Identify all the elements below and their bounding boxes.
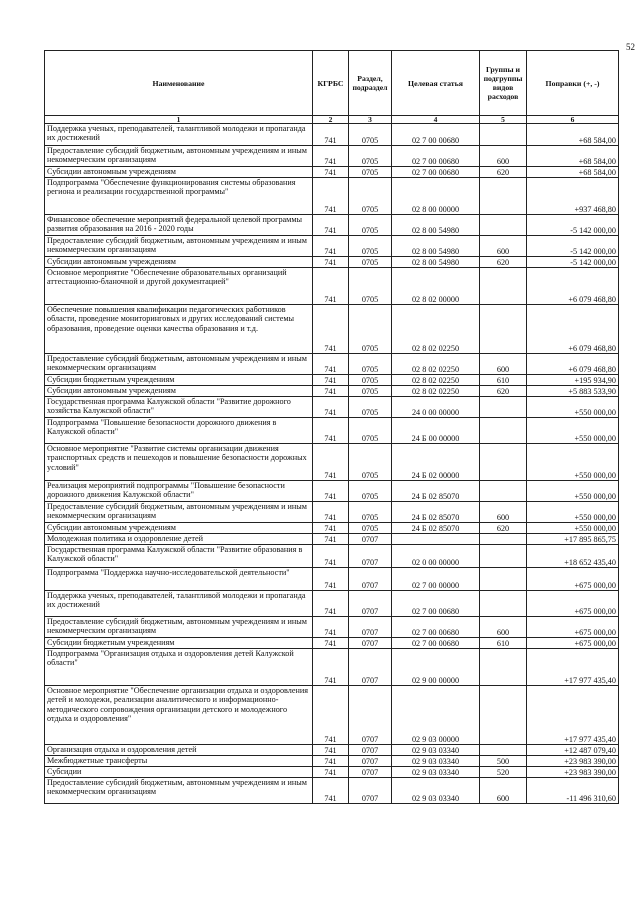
cell-name: Предоставление субсидий бюджетным, автономным учреждениям и иным некоммерческим организациям — [45, 502, 313, 523]
cell-group: 620 — [480, 523, 527, 534]
cell-target: 24 0 00 00000 — [392, 397, 480, 418]
cell-razdel: 0707 — [349, 686, 392, 745]
cell-amount: -5 142 000,00 — [527, 257, 619, 268]
cell-razdel: 0705 — [349, 354, 392, 375]
table-row — [45, 745, 619, 756]
cell-group — [480, 418, 527, 444]
cell-kgrbs: 741 — [313, 354, 349, 375]
header-name: Наименование — [45, 51, 313, 116]
cell-amount: +195 934,90 — [527, 375, 619, 386]
cell-amount: +6 079 468,80 — [527, 354, 619, 375]
cell-name: Подпрограмма "Организация отдыха и оздоровления детей Калужской области" — [45, 649, 313, 686]
cell-razdel: 0705 — [349, 418, 392, 444]
cell-target: 02 7 00 00680 — [392, 167, 480, 178]
table-row — [45, 481, 619, 502]
cell-target: 02 8 02 00000 — [392, 268, 480, 305]
cell-kgrbs: 741 — [313, 305, 349, 354]
cell-kgrbs: 741 — [313, 375, 349, 386]
cell-name: Основное мероприятие "Обеспечение организации отдыха и оздоровления детей и молодежи, реализации аналитического и информационно-методического сопровождения организации детского и молодежного отдыха и оздоровления" — [45, 686, 313, 745]
cell-kgrbs: 741 — [313, 178, 349, 215]
header-groups: Группы и подгруппы видов расходов — [480, 51, 527, 116]
table-row — [45, 354, 619, 375]
table-row — [45, 124, 619, 146]
cell-name: Субсидии бюджетным учреждениям — [45, 638, 313, 649]
table-row — [45, 167, 619, 178]
cell-name: Подпрограмма "Поддержка научно-исследовательской деятельности" — [45, 568, 313, 591]
cell-target: 02 9 00 00000 — [392, 649, 480, 686]
cell-name: Субсидии автономным учреждениям — [45, 523, 313, 534]
cell-target: 02 8 02 02250 — [392, 375, 480, 386]
header-kgrbs: КГРБС — [313, 51, 349, 116]
cell-amount: +550 000,00 — [527, 481, 619, 502]
cell-kgrbs: 741 — [313, 617, 349, 638]
cell-name: Межбюджетные трансферты — [45, 756, 313, 767]
cell-group — [480, 568, 527, 591]
cell-group — [480, 745, 527, 756]
cell-razdel: 0707 — [349, 591, 392, 617]
cell-kgrbs: 741 — [313, 756, 349, 767]
cell-group — [480, 178, 527, 215]
cell-razdel: 0705 — [349, 375, 392, 386]
cell-amount: +550 000,00 — [527, 523, 619, 534]
cell-kgrbs: 741 — [313, 418, 349, 444]
cell-amount: -5 142 000,00 — [527, 215, 619, 236]
cell-name: Организация отдыха и оздоровления детей — [45, 745, 313, 756]
cell-amount: +23 983 390,00 — [527, 756, 619, 767]
cell-razdel: 0705 — [349, 268, 392, 305]
page-number: 52 — [626, 42, 635, 52]
column-number: 6 — [527, 116, 619, 124]
table-row — [45, 778, 619, 804]
cell-razdel: 0705 — [349, 146, 392, 167]
cell-name: Предоставление субсидий бюджетным, автономным учреждениям и иным некоммерческим организациям — [45, 146, 313, 167]
cell-target: 24 Б 02 85070 — [392, 502, 480, 523]
cell-target: 02 9 03 03340 — [392, 767, 480, 778]
cell-name: Государственная программа Калужской области "Развитие дорожного хозяйства Калужской области" — [45, 397, 313, 418]
cell-group: 620 — [480, 167, 527, 178]
cell-kgrbs: 741 — [313, 568, 349, 591]
cell-group — [480, 444, 527, 481]
cell-group — [480, 534, 527, 545]
cell-group — [480, 124, 527, 146]
cell-razdel: 0705 — [349, 444, 392, 481]
cell-group: 610 — [480, 375, 527, 386]
cell-amount: +18 652 435,40 — [527, 545, 619, 568]
cell-target: 02 9 03 03340 — [392, 778, 480, 804]
cell-kgrbs: 741 — [313, 502, 349, 523]
cell-name: Поддержка ученых, преподавателей, талантливой молодежи и пропаганда их достижений — [45, 591, 313, 617]
cell-target: 02 8 02 02250 — [392, 386, 480, 397]
table-row — [45, 146, 619, 167]
table-row — [45, 545, 619, 568]
cell-kgrbs: 741 — [313, 481, 349, 502]
cell-target — [392, 534, 480, 545]
cell-target: 02 7 00 00680 — [392, 638, 480, 649]
table-row — [45, 767, 619, 778]
table-row — [45, 257, 619, 268]
table-row — [45, 236, 619, 257]
cell-group: 600 — [480, 502, 527, 523]
cell-razdel: 0705 — [349, 481, 392, 502]
cell-razdel: 0707 — [349, 767, 392, 778]
cell-razdel: 0707 — [349, 649, 392, 686]
cell-target: 02 8 00 54980 — [392, 215, 480, 236]
cell-name: Субсидии автономным учреждениям — [45, 386, 313, 397]
cell-target: 02 8 02 02250 — [392, 354, 480, 375]
cell-group: 600 — [480, 354, 527, 375]
table-body — [45, 124, 619, 804]
cell-razdel: 0707 — [349, 756, 392, 767]
cell-razdel: 0705 — [349, 305, 392, 354]
cell-target: 02 8 00 00000 — [392, 178, 480, 215]
cell-name: Подпрограмма "Обеспечение функционирования системы образования региона и реализации государственной программы" — [45, 178, 313, 215]
cell-name: Государственная программа Калужской области "Развитие образования в Калужской области" — [45, 545, 313, 568]
cell-name: Субсидии автономным учреждениям — [45, 167, 313, 178]
table-row — [45, 375, 619, 386]
cell-razdel: 0707 — [349, 568, 392, 591]
cell-razdel: 0707 — [349, 638, 392, 649]
table-row — [45, 617, 619, 638]
cell-amount: +5 883 533,90 — [527, 386, 619, 397]
cell-razdel: 0705 — [349, 397, 392, 418]
cell-name: Финансовое обеспечение мероприятий федеральной целевой программы развития образования на 2016 - 2020 годы — [45, 215, 313, 236]
cell-kgrbs: 741 — [313, 767, 349, 778]
cell-amount: +68 584,00 — [527, 167, 619, 178]
cell-group: 520 — [480, 767, 527, 778]
cell-amount: +23 983 390,00 — [527, 767, 619, 778]
cell-group — [480, 268, 527, 305]
cell-razdel: 0705 — [349, 386, 392, 397]
cell-razdel: 0707 — [349, 617, 392, 638]
cell-kgrbs: 741 — [313, 167, 349, 178]
cell-name: Подпрограмма "Повышение безопасности дорожного движения в Калужской области" — [45, 418, 313, 444]
cell-kgrbs: 741 — [313, 745, 349, 756]
column-number: 4 — [392, 116, 480, 124]
table-row — [45, 534, 619, 545]
cell-group: 610 — [480, 638, 527, 649]
cell-amount: +550 000,00 — [527, 397, 619, 418]
cell-razdel: 0705 — [349, 178, 392, 215]
table-row — [45, 418, 619, 444]
table-row — [45, 268, 619, 305]
cell-kgrbs: 741 — [313, 523, 349, 534]
cell-name: Поддержка ученых, преподавателей, талантливой молодежи и пропаганда их достижений — [45, 124, 313, 146]
cell-name: Предоставление субсидий бюджетным, автономным учреждениям и иным некоммерческим организациям — [45, 236, 313, 257]
cell-razdel: 0705 — [349, 523, 392, 534]
cell-target: 24 Б 02 85070 — [392, 481, 480, 502]
table-row — [45, 178, 619, 215]
cell-target: 02 7 00 00680 — [392, 146, 480, 167]
cell-amount: +12 487 079,40 — [527, 745, 619, 756]
cell-target: 02 7 00 00680 — [392, 124, 480, 146]
cell-target: 02 9 03 00000 — [392, 686, 480, 745]
cell-amount: +68 584,00 — [527, 124, 619, 146]
cell-kgrbs: 741 — [313, 444, 349, 481]
cell-amount: +6 079 468,80 — [527, 268, 619, 305]
cell-razdel: 0705 — [349, 215, 392, 236]
cell-name: Субсидии автономным учреждениям — [45, 257, 313, 268]
cell-razdel: 0707 — [349, 745, 392, 756]
column-number: 3 — [349, 116, 392, 124]
cell-group — [480, 481, 527, 502]
cell-kgrbs: 741 — [313, 686, 349, 745]
cell-target: 02 9 03 03340 — [392, 745, 480, 756]
cell-name: Основное мероприятие "Развитие системы организации движения транспортных средств и пешеходов и повышение безопасности дорожных условий" — [45, 444, 313, 481]
header-row — [45, 51, 619, 116]
cell-group: 500 — [480, 756, 527, 767]
cell-kgrbs: 741 — [313, 545, 349, 568]
table-row — [45, 305, 619, 354]
cell-group — [480, 591, 527, 617]
cell-amount: +675 000,00 — [527, 617, 619, 638]
cell-group: 620 — [480, 386, 527, 397]
cell-razdel: 0705 — [349, 124, 392, 146]
cell-target: 24 Б 02 00000 — [392, 444, 480, 481]
cell-amount: +17 895 865,75 — [527, 534, 619, 545]
column-number-row — [45, 116, 619, 124]
column-number: 2 — [313, 116, 349, 124]
cell-target: 02 8 02 02250 — [392, 305, 480, 354]
cell-name: Субсидии — [45, 767, 313, 778]
header-target: Целевая статья — [392, 51, 480, 116]
cell-group — [480, 649, 527, 686]
cell-kgrbs: 741 — [313, 146, 349, 167]
column-number: 5 — [480, 116, 527, 124]
cell-target: 02 8 00 54980 — [392, 236, 480, 257]
table-row — [45, 215, 619, 236]
cell-name: Реализация мероприятий подпрограммы "Повышение безопасности дорожного движения Калужской области" — [45, 481, 313, 502]
budget-amendments-table — [44, 50, 619, 804]
cell-group: 600 — [480, 236, 527, 257]
cell-group — [480, 215, 527, 236]
cell-amount: +550 000,00 — [527, 502, 619, 523]
cell-name: Предоставление субсидий бюджетным, автономным учреждениям и иным некоммерческим организациям — [45, 617, 313, 638]
cell-target: 02 7 00 00680 — [392, 591, 480, 617]
cell-razdel: 0705 — [349, 257, 392, 268]
cell-target: 02 7 00 00000 — [392, 568, 480, 591]
cell-kgrbs: 741 — [313, 638, 349, 649]
cell-kgrbs: 741 — [313, 124, 349, 146]
table-row — [45, 649, 619, 686]
cell-amount: +550 000,00 — [527, 418, 619, 444]
table-row — [45, 502, 619, 523]
cell-amount: +68 584,00 — [527, 146, 619, 167]
cell-amount: +17 977 435,40 — [527, 649, 619, 686]
cell-amount: +550 000,00 — [527, 444, 619, 481]
header-razdel: Раздел, подраздел — [349, 51, 392, 116]
cell-target: 02 8 00 54980 — [392, 257, 480, 268]
cell-target: 02 9 03 03340 — [392, 756, 480, 767]
table-row — [45, 397, 619, 418]
cell-group — [480, 686, 527, 745]
table-row — [45, 568, 619, 591]
cell-group — [480, 545, 527, 568]
cell-kgrbs: 741 — [313, 257, 349, 268]
table-row — [45, 523, 619, 534]
cell-name: Субсидии бюджетным учреждениям — [45, 375, 313, 386]
column-number: 1 — [45, 116, 313, 124]
cell-amount: -5 142 000,00 — [527, 236, 619, 257]
cell-razdel: 0705 — [349, 502, 392, 523]
cell-target: 02 0 00 00000 — [392, 545, 480, 568]
header-amount: Поправки (+, -) — [527, 51, 619, 116]
cell-name: Основное мероприятие "Обеспечение образовательных организаций аттестационно-бланочной и другой документацией" — [45, 268, 313, 305]
cell-razdel: 0707 — [349, 778, 392, 804]
cell-amount: +17 977 435,40 — [527, 686, 619, 745]
cell-kgrbs: 741 — [313, 268, 349, 305]
cell-amount: +6 079 468,80 — [527, 305, 619, 354]
cell-amount: -11 496 310,60 — [527, 778, 619, 804]
cell-group: 620 — [480, 257, 527, 268]
cell-name: Предоставление субсидий бюджетным, автономным учреждениям и иным некоммерческим организациям — [45, 354, 313, 375]
cell-amount: +675 000,00 — [527, 568, 619, 591]
cell-target: 02 7 00 00680 — [392, 617, 480, 638]
cell-name: Предоставление субсидий бюджетным, автономным учреждениям и иным некоммерческим организациям — [45, 778, 313, 804]
table-row — [45, 591, 619, 617]
table-row — [45, 686, 619, 745]
table-row — [45, 386, 619, 397]
cell-name: Молодежная политика и оздоровление детей — [45, 534, 313, 545]
cell-kgrbs: 741 — [313, 215, 349, 236]
cell-razdel: 0707 — [349, 545, 392, 568]
table-row — [45, 638, 619, 649]
cell-group: 600 — [480, 617, 527, 638]
cell-amount: +937 468,80 — [527, 178, 619, 215]
cell-group — [480, 305, 527, 354]
cell-group: 600 — [480, 778, 527, 804]
cell-kgrbs: 741 — [313, 386, 349, 397]
cell-group — [480, 397, 527, 418]
cell-kgrbs: 741 — [313, 778, 349, 804]
cell-amount: +675 000,00 — [527, 638, 619, 649]
cell-target: 24 Б 02 85070 — [392, 523, 480, 534]
cell-kgrbs: 741 — [313, 649, 349, 686]
table-row — [45, 756, 619, 767]
cell-kgrbs: 741 — [313, 236, 349, 257]
cell-kgrbs: 741 — [313, 534, 349, 545]
cell-razdel: 0705 — [349, 167, 392, 178]
table-row — [45, 444, 619, 481]
cell-name: Обеспечение повышения квалификации педагогических работников области, проведение мониторинговых и других исследований системы образования, проведение оценки качества образования и т.д. — [45, 305, 313, 354]
cell-kgrbs: 741 — [313, 591, 349, 617]
cell-group: 600 — [480, 146, 527, 167]
cell-razdel: 0707 — [349, 534, 392, 545]
cell-amount: +675 000,00 — [527, 591, 619, 617]
cell-razdel: 0705 — [349, 236, 392, 257]
cell-target: 24 Б 00 00000 — [392, 418, 480, 444]
cell-kgrbs: 741 — [313, 397, 349, 418]
